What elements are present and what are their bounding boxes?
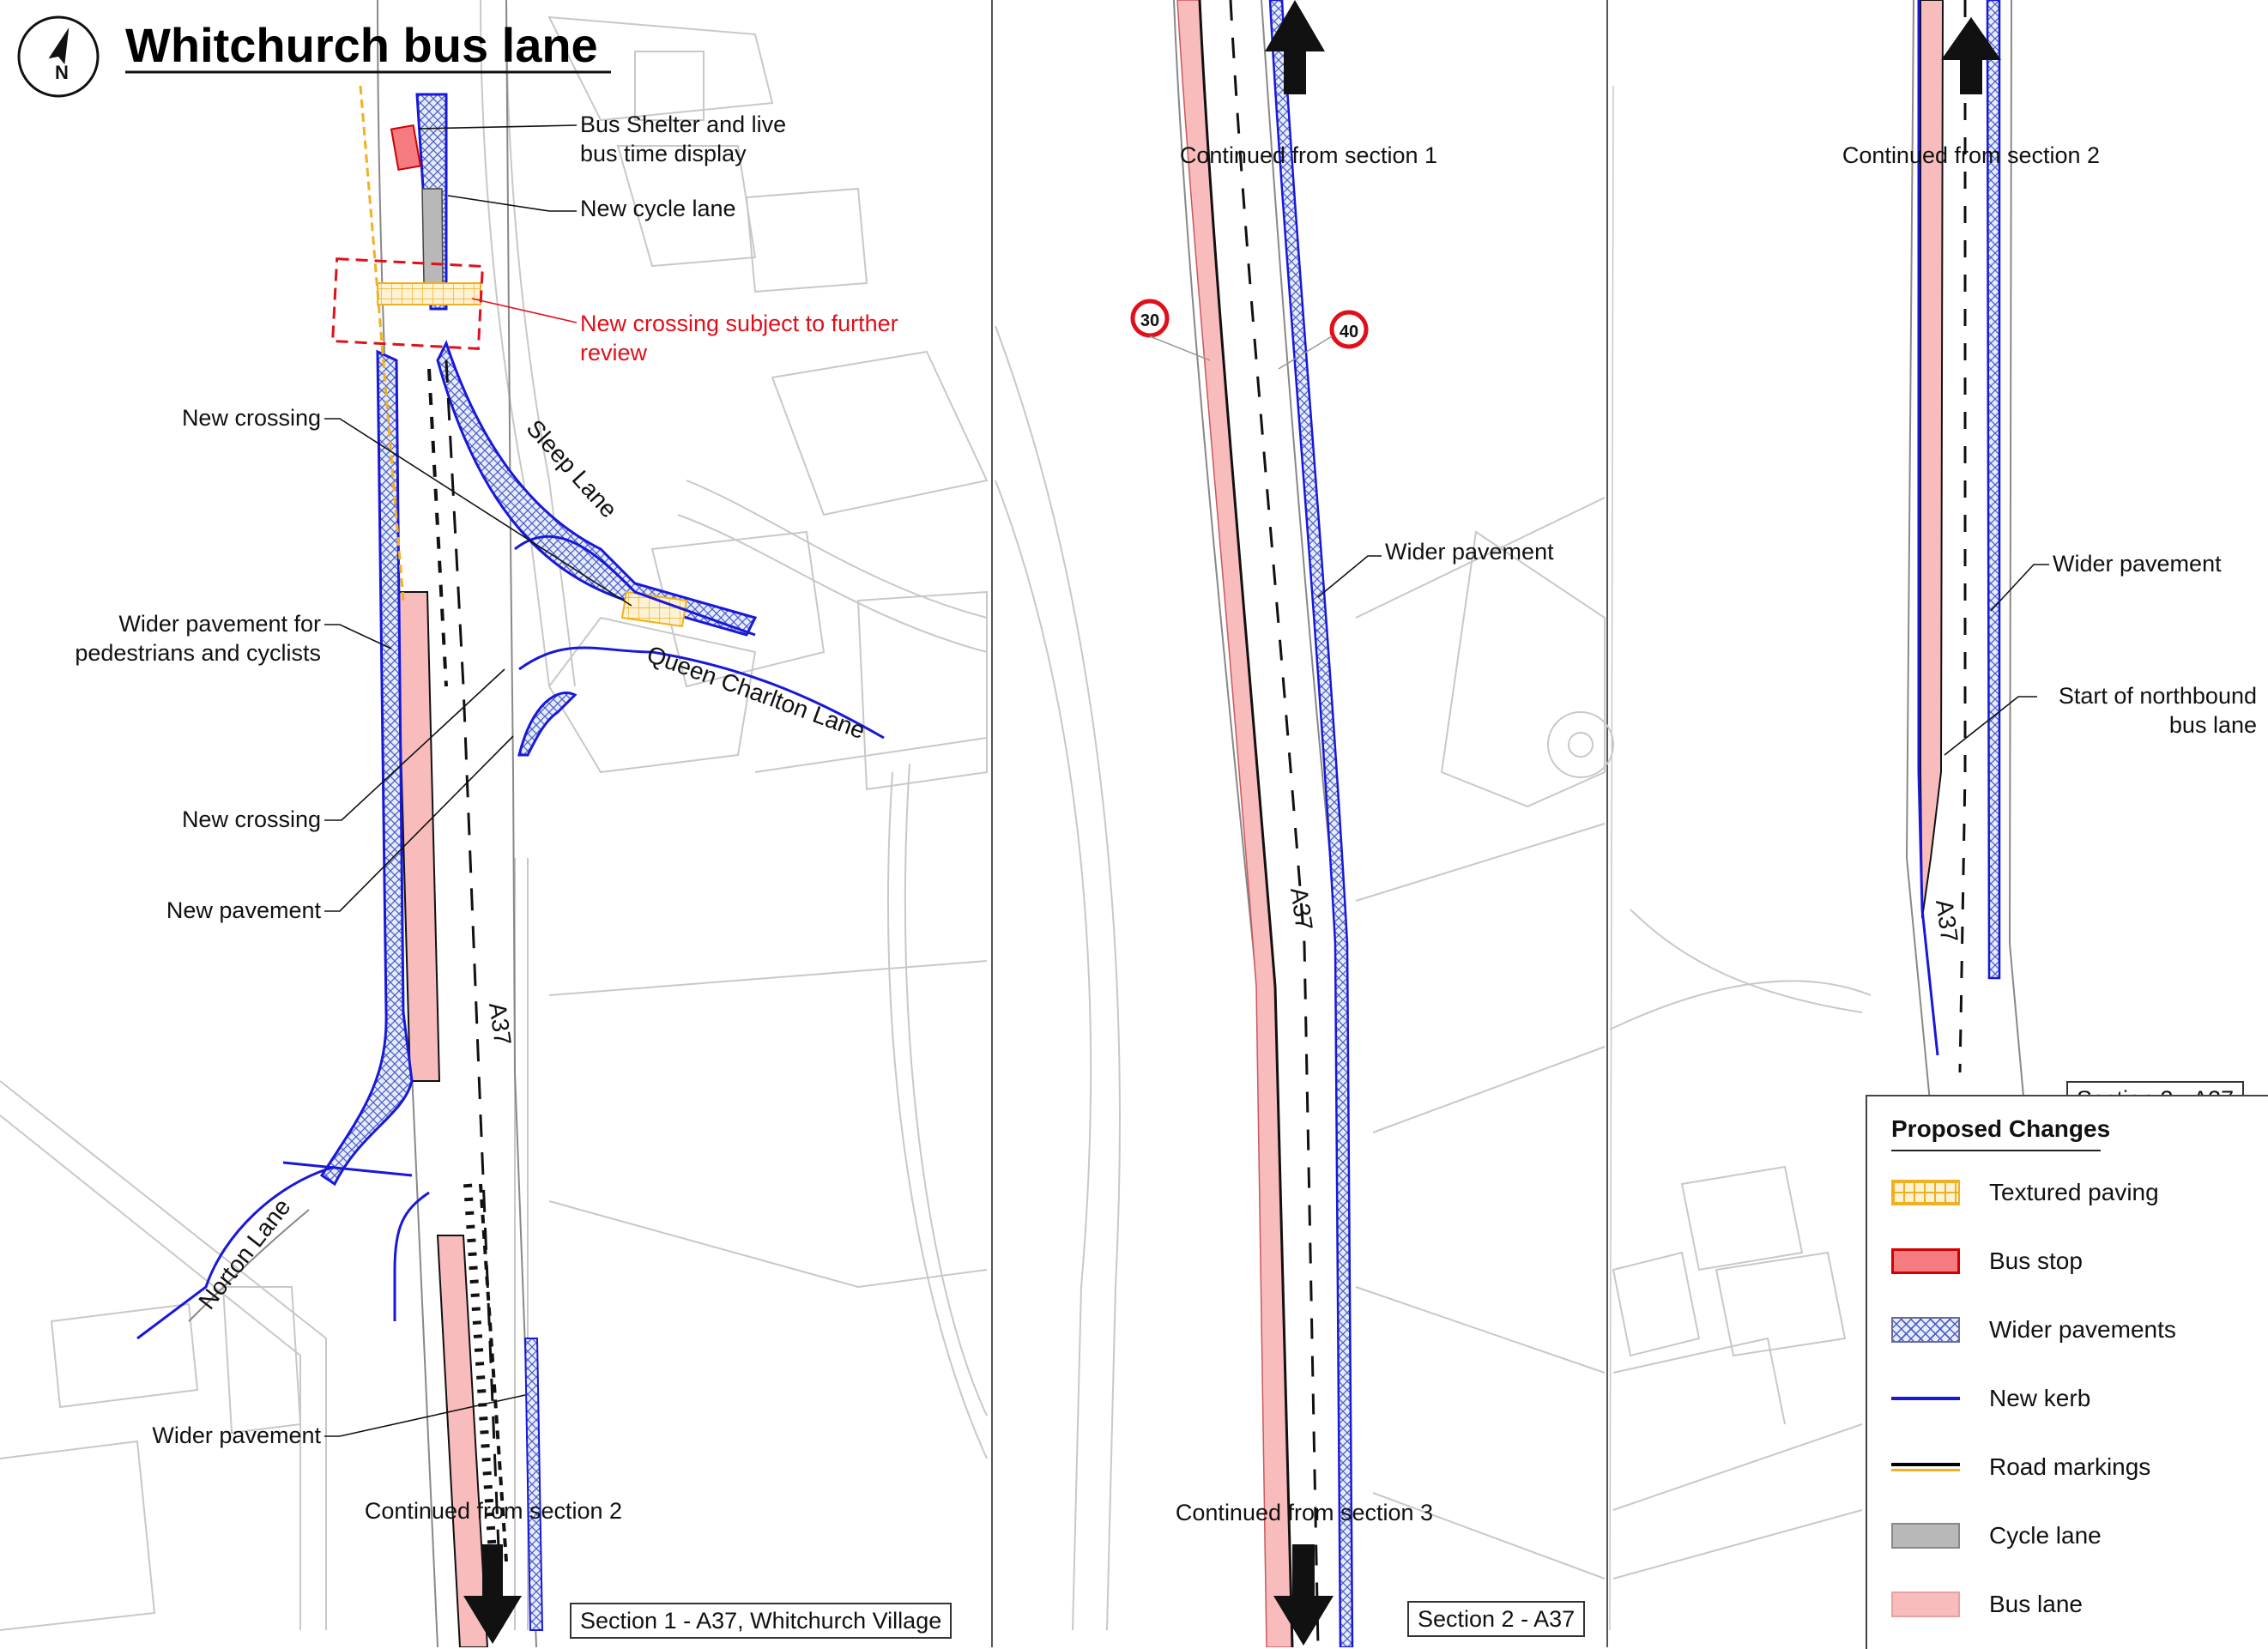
svg-text:40: 40 [1339,323,1359,341]
legend-label-textured-paving: Textured paving [1989,1179,2159,1205]
legend-item-new-kerb [1891,1381,2090,1416]
section1-box: Section 1 - A37, Whitchurch Village [570,1603,952,1639]
label-continued-s1: Continued from section 2 [364,1498,623,1524]
legend-label-bus-lane: Bus lane [1989,1591,2083,1617]
label-new-pavement: New pavement [166,897,321,923]
section2-base-map [995,326,1613,1630]
bus-lane-swatch [1891,1592,1960,1617]
svg-text:30: 30 [1140,311,1160,330]
textured-crossing-north [378,283,481,305]
north-letter: N [55,62,69,83]
label-continued-top-s2: Continued from section 1 [1179,142,1438,168]
road-a37-s2: A37 [1285,885,1318,933]
label-bus-shelter-2: bus time display [580,141,747,166]
legend-item-wider-pavements [1891,1313,2176,1347]
bus-lane-s3 [1920,0,1943,918]
page-title: Whitchurch bus lane [125,18,598,72]
north-arrow-icon [19,17,98,96]
new-cycle-lane [422,189,443,283]
speed-sign-40 [1332,312,1366,347]
road-sleep-lane: Sleep Lane [521,414,623,523]
legend-item-textured-paving [1891,1175,2159,1210]
section3-base-map [1610,86,1871,1630]
label-new-crossing-top: New crossing [181,405,321,431]
label-continued-top-s3: Continued from section 2 [1842,142,2101,168]
bus-lane-south [438,1235,487,1647]
legend-item-bus-lane [1891,1587,2083,1622]
label-crossing-review: New crossing subject to further [580,311,898,336]
road-norton-lane: Norton Lane [193,1193,296,1314]
label-wider-pavement-s3: Wider pavement [2053,551,2222,577]
speed-sign-30 [1133,301,1167,335]
label-bus-shelter: Bus Shelter and live [580,112,787,137]
section3-a37-road [1907,0,2025,1201]
label-wider-pavement-ped: Wider pavement for [118,611,321,637]
label-wider-pavement-s2: Wider pavement [1385,539,1554,565]
label-crossing-review-2: review [580,340,648,365]
section2-a37-road [1174,0,1352,1647]
legend-label-bus-stop: Bus stop [1989,1247,2083,1274]
legend-label-new-kerb: New kerb [1989,1385,2091,1411]
section2-box: Section 2 - A37 [1407,1601,1585,1637]
road-queen-charlton-lane: Queen Charlton Lane [643,640,869,745]
legend-item-bus-stop [1891,1244,2083,1278]
label-wider-pavement-s1: Wider pavement [152,1422,321,1448]
wider-pavements-swatch [1891,1317,1960,1343]
label-start-bus-lane: Start of northbound [2058,683,2257,709]
legend-title: Proposed Changes [1891,1115,2111,1142]
textured-paving-swatch [1891,1180,1960,1205]
label-wider-pavement-ped-2: pedestrians and cyclists [75,640,321,666]
road-a37-s3: A37 [1931,897,1963,945]
road-a37-s1: A37 [484,1000,517,1048]
road-markings-swatch [1891,1454,1960,1480]
legend-label-wider-pavements: Wider pavements [1989,1316,2176,1343]
legend-label-cycle-lane: Cycle lane [1989,1522,2102,1549]
label-continued-bottom-s2: Continued from section 3 [1175,1500,1434,1525]
bus-lane-s2 [1177,0,1292,1647]
label-new-crossing-mid: New crossing [181,806,321,832]
legend-item-cycle-lane [1891,1519,2102,1553]
bus-stop-swatch [1891,1248,1960,1274]
bus-stop-box [391,125,420,170]
legend-item-road-markings [1891,1450,2150,1484]
legend-title-underline [1891,1150,2101,1151]
label-start-bus-lane-2: bus lane [2168,712,2257,738]
cycle-lane-swatch [1891,1523,1960,1549]
legend-label-road-markings: Road markings [1989,1453,2151,1480]
legend [1866,1095,2268,1649]
new-kerb-swatch [1891,1386,1960,1411]
label-new-cycle-lane: New cycle lane [580,196,736,221]
